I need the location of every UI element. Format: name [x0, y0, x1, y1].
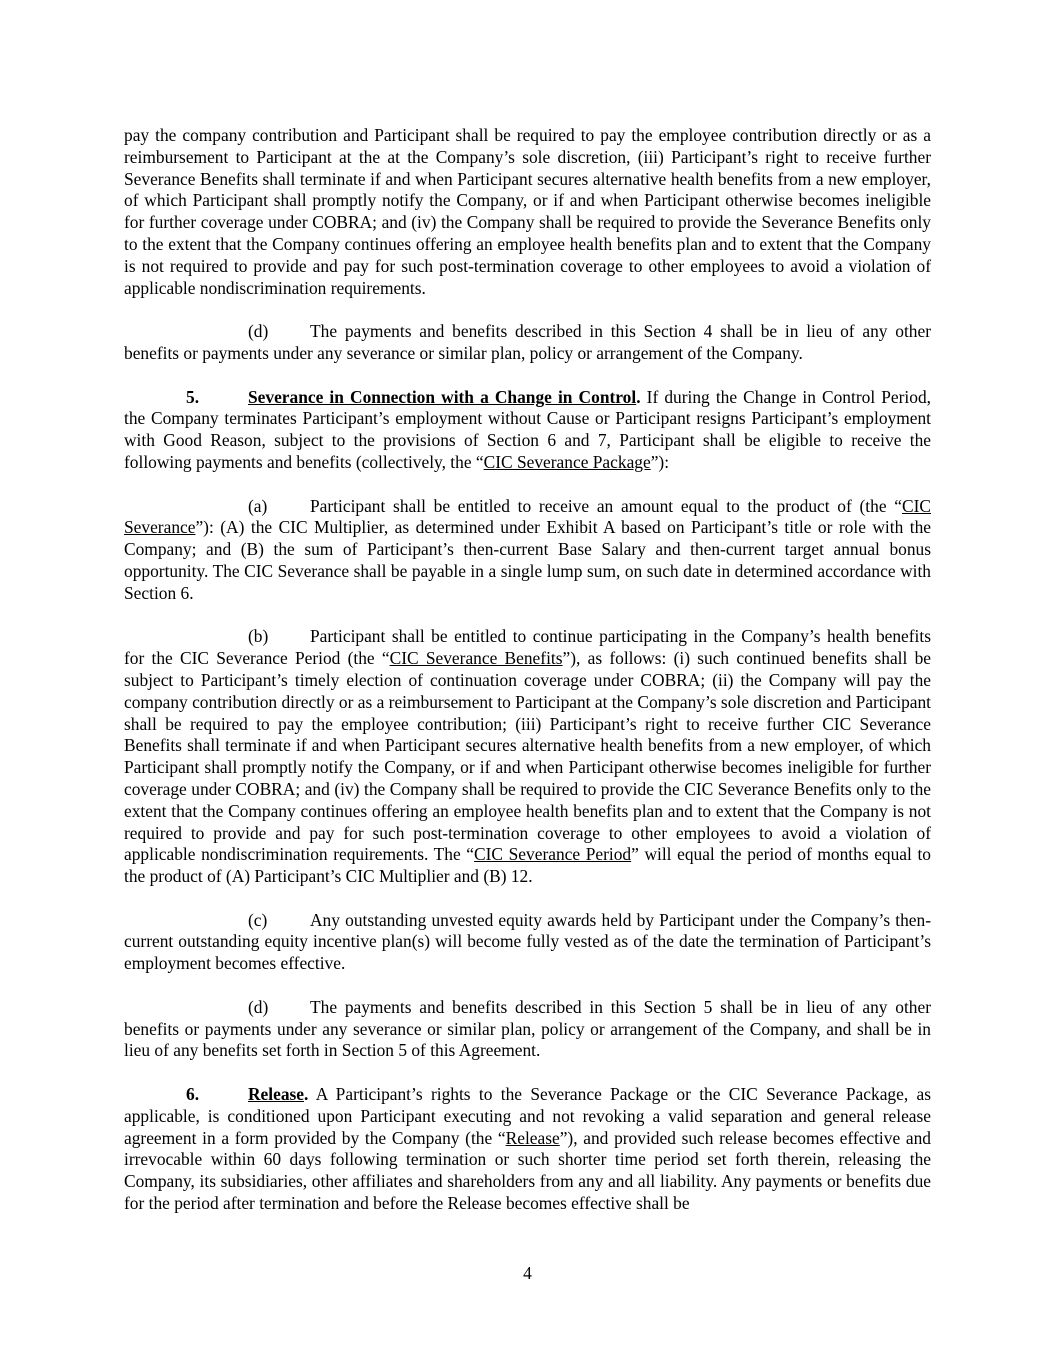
- paragraph-4d: [124, 321, 931, 365]
- section-title: Release: [248, 1084, 305, 1105]
- subsection-marker: (b): [248, 626, 269, 647]
- paragraph-text: The payments and benefits described in this Section 4 shall be in lieu of any other benefits or payments under any severance or similar plan, policy or arrangement of the Company.: [124, 321, 931, 363]
- paragraph-5c: [124, 910, 931, 975]
- paragraph-text: ” will equal the period of months equal to the product of (A) Participant’s CIC Multiplier and (B) 12.: [124, 844, 931, 887]
- section-title: Severance in Connection with a Change in Control: [248, 386, 637, 407]
- defined-term: CIC Severance Period: [474, 844, 632, 865]
- section-number: 6.: [186, 1084, 200, 1105]
- paragraph-text: The payments and benefits described in this Section 5 shall be in lieu of any other benefits or payments under any severance or similar plan, policy or arrangement of the Company, and shall be in lieu of any benefits set forth in Section 5 of this Agreement.: [124, 996, 931, 1061]
- document-body: [124, 125, 931, 1215]
- paragraph-text: ”): (A) the CIC Multiplier, as determined under Exhibit A based on Participant’s title or role with the Company; and (B) the sum of Participant’s then-current Base Salary and then-current target annual bonus opportunity. The CIC Severance shall be payable in a single lump sum, on such date in determined accordance with Section 6.: [124, 517, 931, 603]
- paragraph-4c-continued: [124, 125, 931, 299]
- section-title-period: .: [636, 386, 641, 407]
- paragraph-text: A Participant’s rights to the Severance Package or the CIC Severance Package, as applicable, is conditioned upon Participant executing and not revoking a valid separation and general release agreement in a form provided by the Company (the “: [124, 1084, 931, 1148]
- page-number: 4: [523, 1263, 532, 1283]
- paragraph-text: ”), and provided such release becomes effective and irrevocable within 60 days following termination or such shorter time period set forth therein, releasing the Company, its subsidiaries, other affiliates and shareholders from any and all liability. Any payments or benefits due for the period after termination and before the Release becomes effective shall be: [124, 1127, 931, 1214]
- paragraph-text: Participant shall be entitled to receive an amount equal to the product of (the “: [310, 495, 902, 516]
- paragraph-text: pay the company contribution and Participant shall be required to pay the employee contribution directly or as a reimbursement to Participant at the at the Company’s sole discretion, (iii) Participant’s right to receive further Severance Benefits shall terminate if and when Participant secures alternative health benefits from a new employer, of which Participant shall promptly notify the Company, or if and when Participant otherwise becomes ineligible for further coverage under COBRA; and (iv) the Company shall be required to provide the Severance Benefits only to the extent that the Company continues offering an employee health benefits plan and to extent that the Company is not required to provide and pay for such post-termination coverage to other employees to avoid a violation of applicable nondiscrimination requirements.: [124, 125, 931, 298]
- subsection-marker: (d): [248, 321, 269, 342]
- subsection-marker: (d): [248, 996, 269, 1017]
- section-title-period: .: [304, 1084, 309, 1105]
- section-6: [124, 1084, 931, 1215]
- paragraph-text: ”):: [650, 451, 670, 472]
- paragraph-5a: [124, 496, 931, 605]
- paragraph-5b: [124, 626, 931, 888]
- paragraph-5d: [124, 997, 931, 1062]
- paragraph-text: If during the Change in Control Period, the Company terminates Participant’s employment without Cause or Participant resigns Participant’s employment with Good Reason, subject to the provisions of Section 6 and 7, Participant shall be eligible to receive the following payments and benefits (collectively, the “: [124, 386, 931, 472]
- defined-term: CIC Severance Package: [483, 451, 651, 472]
- defined-term: CIC Severance: [124, 495, 931, 538]
- paragraph-text: Any outstanding unvested equity awards held by Participant under the Company’s then-current outstanding equity incentive plan(s) will become fully vested as of the date the termination of Participant’s employment becomes effective.: [124, 909, 931, 974]
- paragraph-text: Participant shall be entitled to continue participating in the Company’s health benefits for the CIC Severance Period (the “: [124, 626, 931, 669]
- section-number: 5.: [186, 386, 200, 407]
- paragraph-text: ”), as follows: (i) such continued benefits shall be subject to Participant’s timely election of continuation coverage under COBRA; (ii) the Company will pay the company contribution directly or as a reimbursement to Participant at the Company’s sole discretion and Participant shall be required to pay the employee contribution; (iii) Participant’s right to receive further CIC Severance Benefits shall terminate if and when Participant secures alternative health benefits from a new employer, of which Participant shall promptly notify the Company, or if and when Participant otherwise becomes ineligible for further coverage under COBRA; and (iv) the Company shall be required to provide the CIC Severance Benefits only to the extent that the Company continues offering an employee health benefits plan and to extent that the Company is not required to provide and pay for such post-termination coverage to other employees to avoid a violation of applicable nondiscrimination requirements. The “: [124, 648, 932, 865]
- section-5: [124, 387, 931, 474]
- subsection-marker: (a): [248, 495, 268, 516]
- defined-term: Release: [505, 1127, 560, 1148]
- subsection-marker: (c): [248, 909, 268, 930]
- defined-term: CIC Severance Benefits: [389, 648, 563, 669]
